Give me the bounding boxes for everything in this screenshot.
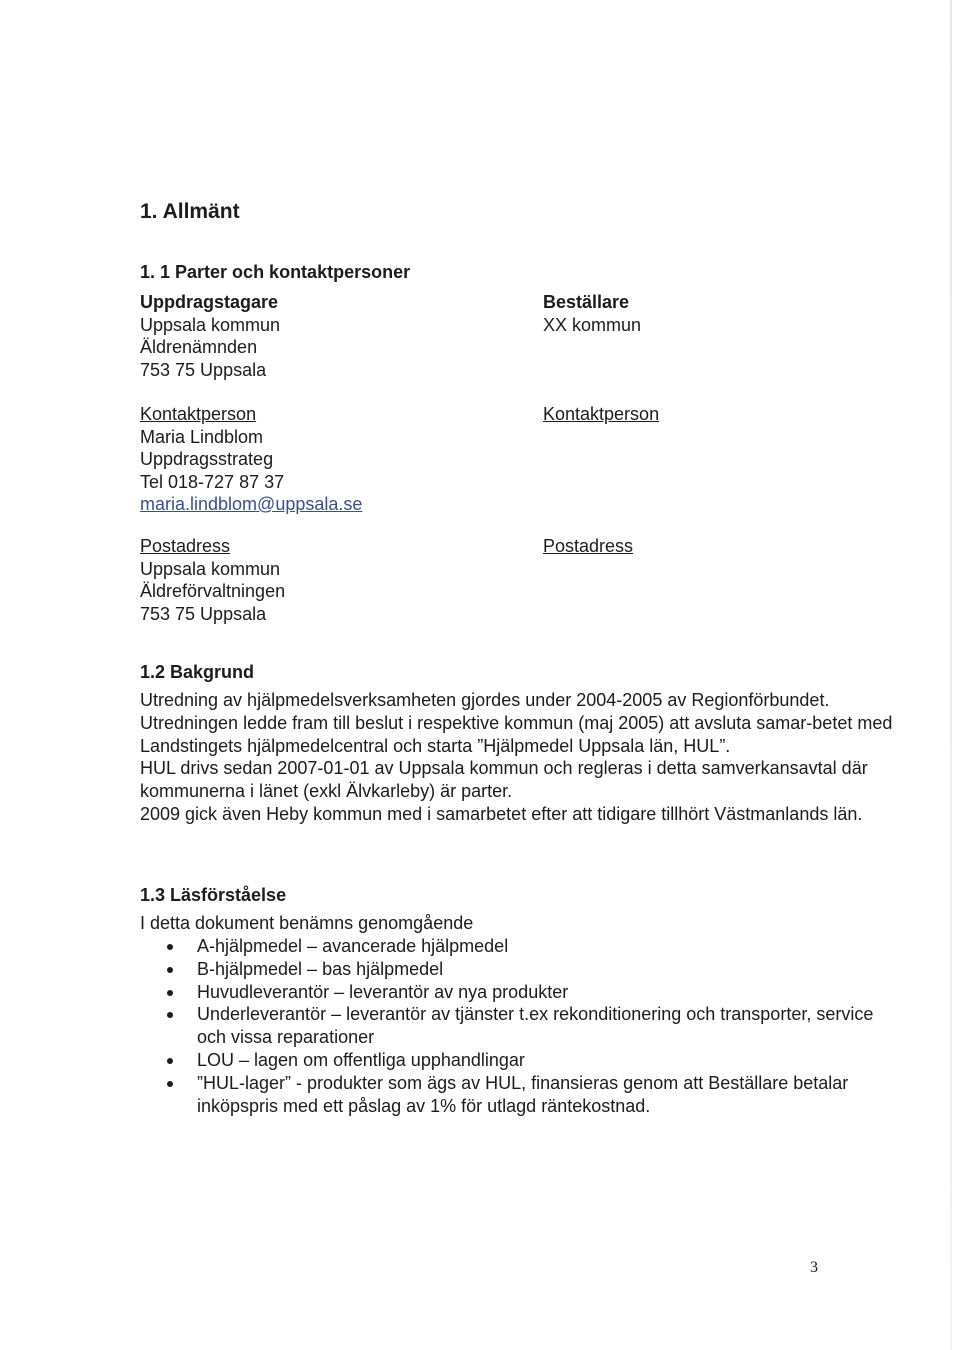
contractor-contact-name: Maria Lindblom <box>140 426 264 447</box>
client-title: Beställare <box>543 292 630 312</box>
section-heading-1-3: 1.3 Läsförståelse <box>140 885 287 905</box>
list-item: A-hjälpmedel – avancerade hjälpmedel <box>140 935 880 958</box>
contractor-postal-city: 753 75 Uppsala <box>140 603 267 624</box>
list-item: Huvudleverantör – leverantör av nya produkter <box>140 981 880 1004</box>
contractor-block <box>140 291 280 381</box>
contractor-postal-org: Uppsala kommun <box>140 558 281 579</box>
background-text <box>140 689 910 826</box>
contractor-dept: Äldrenämnden <box>140 337 258 357</box>
contractor-city: 753 75 Uppsala <box>140 359 267 380</box>
background-paragraph: Utredning av hjälpmedelsverksamheten gjordes under 2004-2005 av Regionförbundet. Utredningen ledde fram till beslut i respektive kommun (maj 2005) att avsluta samar-betet med Landstingets hjälpmedelcentral och starta ”Hjälpmedel Uppsala län, HUL”. <box>140 690 893 756</box>
list-item: ”HUL-lager” - produkter som ägs av HUL, finansieras genom att Beställare betalar inköpspris med ett påslag av 1% för utlagd räntekostnad. <box>140 1072 880 1118</box>
client-block <box>543 291 641 336</box>
contractor-org: Uppsala kommun <box>140 314 281 335</box>
contractor-postal-label: Postadress <box>140 536 231 556</box>
client-postal-label: Postadress <box>543 536 634 556</box>
contractor-contact-email-link[interactable]: maria.lindblom@uppsala.se <box>140 494 363 514</box>
list-item: LOU – lagen om offentliga upphandlingar <box>140 1049 880 1072</box>
contractor-contact-label: Kontaktperson <box>140 404 257 424</box>
section-heading-1: 1. Allmänt <box>140 200 240 223</box>
section-heading-1-1: 1. 1 Parter och kontaktpersoner <box>140 262 411 282</box>
terms-list <box>140 935 880 1117</box>
background-paragraph: 2009 gick även Heby kommun med i samarbetet efter att tidigare tillhört Västmanlands län. <box>140 803 863 824</box>
list-item: B-hjälpmedel – bas hjälpmedel <box>140 958 880 981</box>
terms-intro: I detta dokument benämns genomgående <box>140 913 474 933</box>
contractor-postal-block <box>140 535 285 625</box>
contractor-postal-dept: Äldreförvaltningen <box>140 581 286 601</box>
page-edge-shadow <box>950 0 952 1350</box>
list-item: Underleverantör – leverantör av tjänster t.ex rekonditionering och transporter, service och vissa reparationer <box>140 1003 880 1049</box>
contractor-contact-phone: Tel 018-727 87 37 <box>140 471 285 492</box>
section-heading-1-2: 1.2 Bakgrund <box>140 662 255 682</box>
client-contact-label: Kontaktperson <box>543 404 660 424</box>
contractor-contact-block <box>140 403 362 516</box>
contractor-contact-role: Uppdragsstrateg <box>140 449 274 469</box>
page-number: 3 <box>810 1259 818 1276</box>
contractor-title: Uppdragstagare <box>140 292 279 312</box>
client-org: XX kommun <box>543 314 642 335</box>
background-paragraph: HUL drivs sedan 2007-01-01 av Uppsala kommun och regleras i detta samverkansavtal där kommunerna i länet (exkl Älvkarleby) är parter. <box>140 758 868 802</box>
